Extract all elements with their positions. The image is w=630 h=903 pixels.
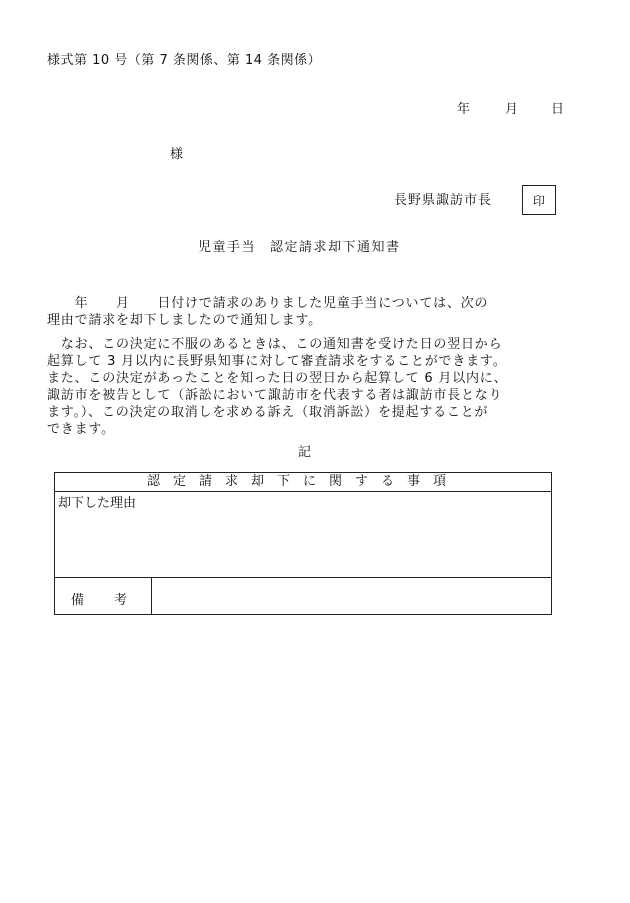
paragraph-line: 諏訪市を被告として（訴訟において諏訪市を代表する者は諏訪市長となり (47, 388, 503, 403)
paragraph-line: 年 月 日付けで請求のありました児童手当については、次の (47, 296, 489, 311)
date-month-label: 月 (505, 102, 519, 117)
paragraph-line: 起算して 3 月以内に長野県知事に対して審査請求をすることができます。 (47, 354, 507, 369)
rejection-details-table (54, 472, 552, 615)
date-year-label: 年 (457, 102, 471, 117)
title-part2: 認定請求却下通知書 (270, 240, 401, 255)
document-title (198, 236, 401, 255)
addressee-honorific: 様 (170, 147, 184, 162)
ki-heading: 記 (298, 445, 312, 460)
paragraph-notice (47, 295, 567, 329)
issuer-name: 長野県諏訪市長 (394, 193, 493, 208)
table-row-divider (55, 577, 551, 578)
remarks-label-char: 備 (71, 593, 85, 608)
form-number: 様式第 10 号（第 7 条関係、第 14 条関係） (47, 53, 322, 68)
seal-label: 印 (532, 193, 545, 208)
paragraph-line: できます。 (47, 422, 115, 437)
seal-box (522, 185, 556, 215)
title-part1: 児童手当 (198, 240, 257, 255)
paragraph-line: また、この決定があったことを知った日の翌日から起算して 6 月以内に、 (47, 371, 508, 386)
table-header: 認定請求却下に関する事項 (55, 473, 551, 492)
rejection-reason-label: 却下した理由 (58, 496, 137, 511)
table-column-divider (151, 577, 152, 614)
paragraph-line: なお、この決定に不服のあるときは、この通知書を受けた日の翌日から (47, 337, 503, 352)
paragraph-line: 理由で請求を却下しましたので通知します。 (47, 313, 322, 328)
remarks-label (71, 589, 127, 608)
remarks-label-char: 考 (114, 593, 128, 608)
paragraph-appeal (47, 336, 567, 438)
paragraph-line: ます。）、この決定の取消しを求める訴え（取消訴訟）を提起することが (47, 405, 489, 420)
date-day-label: 日 (551, 102, 565, 117)
